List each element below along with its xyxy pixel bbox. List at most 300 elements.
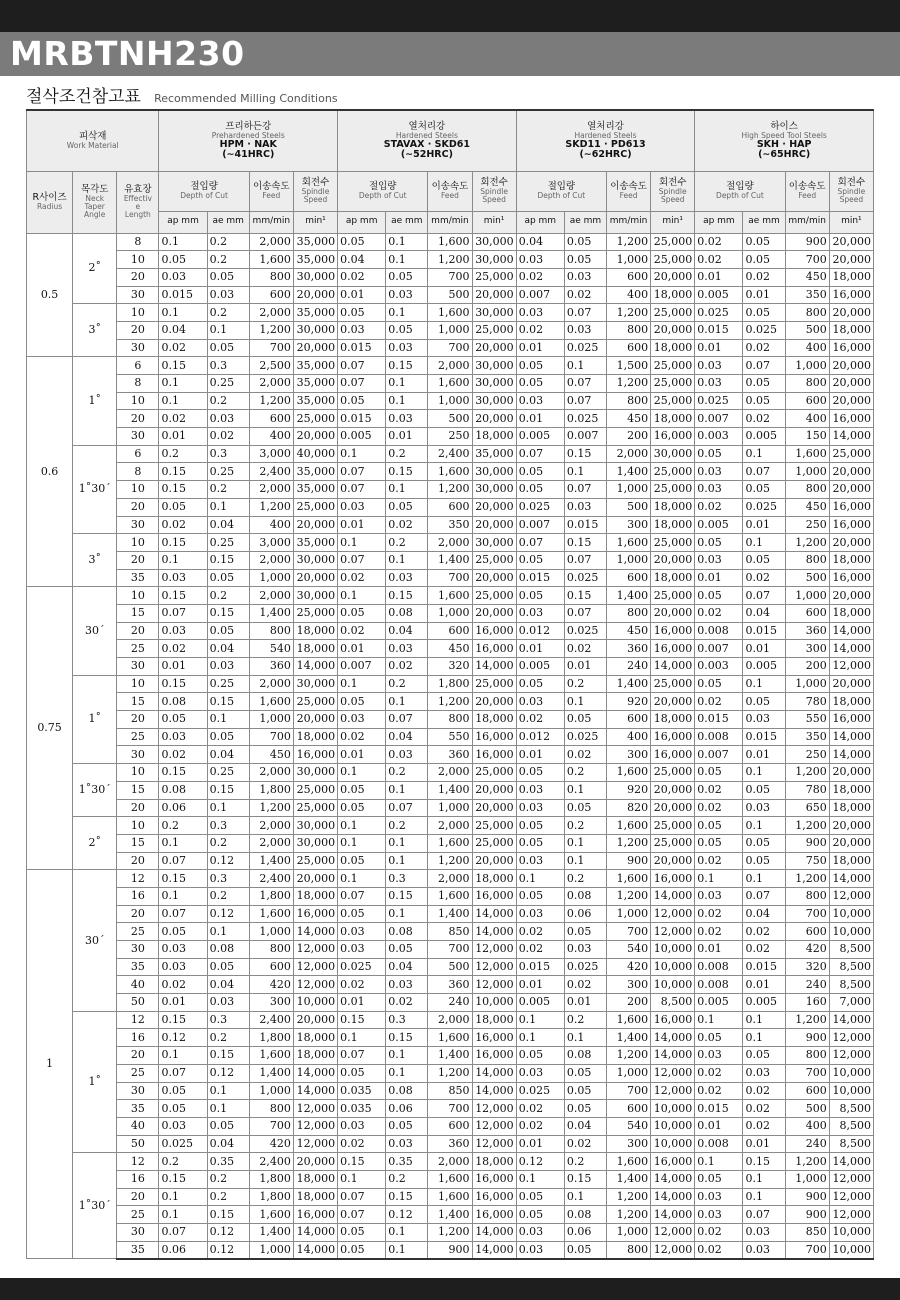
value-cell: 900	[428, 1241, 472, 1259]
value-cell: 0.03	[516, 1064, 564, 1082]
value-cell: 0.1	[159, 834, 207, 852]
value-cell: 0.01	[743, 976, 785, 994]
value-cell: 2,000	[249, 375, 293, 393]
value-cell: 0.2	[564, 1153, 606, 1171]
value-cell: 1,000	[428, 604, 472, 622]
value-cell: 0.07	[386, 711, 428, 729]
length-cell: 25	[117, 728, 159, 746]
value-cell: 0.2	[207, 392, 249, 410]
value-cell: 1,800	[249, 887, 293, 905]
value-cell: 700	[785, 1064, 829, 1082]
value-cell: 0.07	[564, 481, 606, 499]
table-row	[27, 498, 874, 516]
value-cell: 0.15	[159, 481, 207, 499]
value-cell: 0.03	[564, 321, 606, 339]
value-cell: 0.2	[207, 251, 249, 269]
value-cell: 2,000	[428, 870, 472, 888]
value-cell: 0.25	[207, 764, 249, 782]
value-cell: 0.25	[207, 463, 249, 481]
value-cell: 0.01	[516, 410, 564, 428]
neck-angle-cell: 1˚	[73, 1011, 117, 1153]
value-cell: 0.05	[743, 392, 785, 410]
value-cell: 0.25	[207, 375, 249, 393]
value-cell: 0.15	[564, 1170, 606, 1188]
value-cell: 0.01	[516, 640, 564, 658]
value-cell: 8,500	[829, 958, 873, 976]
value-cell: 0.1	[564, 1029, 606, 1047]
length-cell: 15	[117, 781, 159, 799]
value-cell: 30,000	[472, 233, 516, 251]
feed-header: 이송속도 Feed	[606, 171, 650, 211]
value-cell: 16,000	[651, 428, 695, 446]
value-cell: 1,000	[428, 392, 472, 410]
value-cell: 8,500	[829, 1135, 873, 1153]
value-cell: 0.03	[386, 286, 428, 304]
value-cell: 3,000	[249, 445, 293, 463]
value-cell: 450	[606, 410, 650, 428]
length-cell: 12	[117, 1011, 159, 1029]
value-cell: 0.1	[207, 498, 249, 516]
value-cell: 0.3	[207, 817, 249, 835]
table-row	[27, 976, 874, 994]
value-cell: 200	[785, 658, 829, 676]
value-cell: 0.08	[564, 1206, 606, 1224]
value-cell: 20,000	[651, 321, 695, 339]
value-cell: 25,000	[651, 233, 695, 251]
value-cell: 0.1	[159, 551, 207, 569]
value-cell: 1,200	[785, 817, 829, 835]
value-cell: 0.03	[743, 799, 785, 817]
length-cell: 25	[117, 1206, 159, 1224]
value-cell: 12,000	[472, 1117, 516, 1135]
table-row	[27, 1170, 874, 1188]
value-cell: 700	[606, 923, 650, 941]
value-cell: 0.025	[743, 498, 785, 516]
value-cell: 0.06	[564, 1224, 606, 1242]
value-cell: 0.3	[386, 1011, 428, 1029]
value-cell: 400	[785, 339, 829, 357]
value-cell: 0.08	[386, 923, 428, 941]
value-cell: 0.003	[695, 428, 743, 446]
value-cell: 240	[428, 994, 472, 1012]
value-cell: 25,000	[472, 675, 516, 693]
value-cell: 25,000	[651, 357, 695, 375]
value-cell: 0.03	[516, 1241, 564, 1259]
value-cell: 0.05	[159, 1100, 207, 1118]
value-cell: 0.2	[207, 1188, 249, 1206]
table-row	[27, 923, 874, 941]
value-cell: 35,000	[293, 233, 337, 251]
value-cell: 800	[428, 711, 472, 729]
value-cell: 0.1	[338, 587, 386, 605]
value-cell: 0.03	[516, 251, 564, 269]
unit-speed: min¹	[293, 211, 337, 233]
value-cell: 0.1	[516, 1011, 564, 1029]
value-cell: 18,000	[651, 516, 695, 534]
value-cell: 14,000	[472, 1241, 516, 1259]
value-cell: 25,000	[651, 764, 695, 782]
value-cell: 0.03	[695, 481, 743, 499]
value-cell: 25,000	[293, 410, 337, 428]
value-cell: 0.02	[695, 852, 743, 870]
value-cell: 20,000	[293, 339, 337, 357]
value-cell: 30,000	[472, 357, 516, 375]
unit-ap: ap mm	[159, 211, 207, 233]
material-header-1: 프리하든강 Prehardened Steels HPM · NAK (∼41HRC)	[159, 110, 338, 171]
length-cell: 35	[117, 569, 159, 587]
value-cell: 20,000	[829, 675, 873, 693]
value-cell: 1,200	[606, 375, 650, 393]
table-row	[27, 481, 874, 499]
value-cell: 240	[785, 1135, 829, 1153]
table-row	[27, 251, 874, 269]
value-cell: 16,000	[472, 887, 516, 905]
value-cell: 700	[785, 905, 829, 923]
value-cell: 0.01	[338, 286, 386, 304]
value-cell: 1,200	[428, 481, 472, 499]
unit-feed: mm/min	[606, 211, 650, 233]
value-cell: 30,000	[651, 445, 695, 463]
value-cell: 10,000	[829, 1241, 873, 1259]
length-cell: 30	[117, 941, 159, 959]
value-cell: 35,000	[293, 357, 337, 375]
neck-angle-cell: 2˚	[73, 233, 117, 304]
value-cell: 1,000	[785, 587, 829, 605]
value-cell: 14,000	[829, 622, 873, 640]
value-cell: 20,000	[829, 834, 873, 852]
table-row	[27, 870, 874, 888]
value-cell: 0.3	[207, 870, 249, 888]
value-cell: 0.03	[516, 781, 564, 799]
value-cell: 18,000	[829, 781, 873, 799]
value-cell: 0.03	[338, 923, 386, 941]
value-cell: 14,000	[293, 1064, 337, 1082]
value-cell: 0.1	[516, 870, 564, 888]
value-cell: 0.12	[207, 852, 249, 870]
feed-header: 이송속도 Feed	[249, 171, 293, 211]
value-cell: 0.025	[159, 1135, 207, 1153]
value-cell: 16,000	[829, 339, 873, 357]
value-cell: 25,000	[651, 534, 695, 552]
value-cell: 16,000	[472, 728, 516, 746]
value-cell: 10,000	[651, 958, 695, 976]
value-cell: 360	[428, 746, 472, 764]
value-cell: 0.07	[743, 587, 785, 605]
value-cell: 0.04	[564, 1117, 606, 1135]
value-cell: 16,000	[829, 498, 873, 516]
value-cell: 16,000	[829, 516, 873, 534]
value-cell: 0.12	[516, 1153, 564, 1171]
value-cell: 16,000	[651, 622, 695, 640]
value-cell: 12,000	[651, 923, 695, 941]
value-cell: 14,000	[472, 923, 516, 941]
value-cell: 0.03	[386, 339, 428, 357]
length-cell: 10	[117, 481, 159, 499]
value-cell: 0.1	[386, 233, 428, 251]
value-cell: 1,400	[249, 852, 293, 870]
value-cell: 0.04	[207, 746, 249, 764]
value-cell: 35,000	[472, 445, 516, 463]
value-cell: 14,000	[651, 1188, 695, 1206]
value-cell: 25,000	[472, 268, 516, 286]
value-cell: 1,800	[249, 1029, 293, 1047]
value-cell: 1,000	[249, 923, 293, 941]
value-cell: 1,600	[606, 870, 650, 888]
value-cell: 0.025	[564, 410, 606, 428]
length-cell: 25	[117, 1064, 159, 1082]
value-cell: 25,000	[651, 304, 695, 322]
value-cell: 2,000	[428, 1153, 472, 1171]
value-cell: 300	[606, 746, 650, 764]
value-cell: 0.1	[743, 764, 785, 782]
value-cell: 0.03	[159, 941, 207, 959]
value-cell: 0.01	[743, 516, 785, 534]
value-cell: 0.07	[159, 1064, 207, 1082]
value-cell: 1,200	[606, 233, 650, 251]
value-cell: 700	[428, 1100, 472, 1118]
length-cell: 20	[117, 711, 159, 729]
value-cell: 0.015	[159, 286, 207, 304]
value-cell: 8,500	[829, 1117, 873, 1135]
value-cell: 0.035	[338, 1082, 386, 1100]
value-cell: 14,000	[293, 1241, 337, 1259]
value-cell: 0.08	[207, 941, 249, 959]
value-cell: 2,400	[249, 1153, 293, 1171]
value-cell: 0.007	[695, 410, 743, 428]
value-cell: 1,000	[606, 551, 650, 569]
value-cell: 0.35	[386, 1153, 428, 1171]
value-cell: 0.05	[207, 339, 249, 357]
value-cell: 0.07	[159, 852, 207, 870]
value-cell: 14,000	[472, 905, 516, 923]
value-cell: 700	[249, 728, 293, 746]
table-row	[27, 604, 874, 622]
value-cell: 400	[606, 728, 650, 746]
value-cell: 1,600	[428, 887, 472, 905]
value-cell: 25,000	[651, 463, 695, 481]
value-cell: 16,000	[829, 711, 873, 729]
value-cell: 30,000	[293, 268, 337, 286]
feed-header: 이송속도 Feed	[785, 171, 829, 211]
value-cell: 16,000	[293, 1206, 337, 1224]
value-cell: 1,200	[606, 1047, 650, 1065]
value-cell: 35,000	[293, 375, 337, 393]
value-cell: 1,600	[428, 587, 472, 605]
value-cell: 450	[606, 622, 650, 640]
value-cell: 150	[785, 428, 829, 446]
value-cell: 0.015	[338, 339, 386, 357]
value-cell: 0.15	[564, 445, 606, 463]
value-cell: 500	[606, 498, 650, 516]
table-row	[27, 1135, 874, 1153]
length-cell: 16	[117, 1029, 159, 1047]
value-cell: 0.1	[564, 1188, 606, 1206]
value-cell: 1,200	[428, 1224, 472, 1242]
value-cell: 12,000	[829, 1170, 873, 1188]
value-cell: 1,600	[606, 1011, 650, 1029]
value-cell: 0.15	[159, 675, 207, 693]
value-cell: 0.2	[207, 233, 249, 251]
value-cell: 1,000	[249, 711, 293, 729]
value-cell: 0.03	[386, 569, 428, 587]
section-heading	[26, 82, 338, 106]
value-cell: 18,000	[829, 551, 873, 569]
value-cell: 1,400	[606, 1029, 650, 1047]
value-cell: 0.15	[386, 463, 428, 481]
value-cell: 900	[785, 1206, 829, 1224]
value-cell: 1,400	[428, 551, 472, 569]
value-cell: 0.025	[564, 728, 606, 746]
value-cell: 0.1	[743, 675, 785, 693]
value-cell: 20,000	[829, 251, 873, 269]
value-cell: 400	[606, 286, 650, 304]
value-cell: 0.05	[338, 392, 386, 410]
value-cell: 400	[249, 516, 293, 534]
value-cell: 12,000	[829, 1047, 873, 1065]
value-cell: 1,400	[249, 1224, 293, 1242]
value-cell: 0.005	[516, 658, 564, 676]
value-cell: 0.12	[207, 1064, 249, 1082]
value-cell: 0.07	[338, 551, 386, 569]
value-cell: 0.1	[386, 1241, 428, 1259]
value-cell: 0.03	[516, 852, 564, 870]
value-cell: 18,000	[651, 711, 695, 729]
value-cell: 30,000	[293, 834, 337, 852]
radius-cell: 0.6	[27, 357, 73, 587]
table-row	[27, 321, 874, 339]
value-cell: 25,000	[651, 587, 695, 605]
table-row	[27, 1224, 874, 1242]
value-cell: 0.02	[338, 1135, 386, 1153]
value-cell: 1,200	[606, 1188, 650, 1206]
value-cell: 16,000	[293, 905, 337, 923]
value-cell: 0.2	[564, 817, 606, 835]
value-cell: 35,000	[293, 392, 337, 410]
value-cell: 0.08	[159, 781, 207, 799]
value-cell: 7,000	[829, 994, 873, 1012]
value-cell: 1,400	[428, 1047, 472, 1065]
value-cell: 0.1	[743, 1011, 785, 1029]
value-cell: 1,600	[249, 1047, 293, 1065]
spindle-speed-header: 회전수 Spindle Speed	[472, 171, 516, 211]
value-cell: 12,000	[293, 1117, 337, 1135]
value-cell: 25,000	[651, 481, 695, 499]
value-cell: 0.1	[386, 481, 428, 499]
value-cell: 18,000	[651, 569, 695, 587]
value-cell: 0.03	[207, 286, 249, 304]
value-cell: 0.1	[338, 834, 386, 852]
value-cell: 12,000	[472, 1100, 516, 1118]
page-title: MRBTNH230	[10, 34, 245, 73]
value-cell: 0.02	[159, 976, 207, 994]
value-cell: 0.01	[564, 658, 606, 676]
value-cell: 0.07	[564, 304, 606, 322]
value-cell: 20,000	[472, 799, 516, 817]
value-cell: 0.1	[386, 392, 428, 410]
value-cell: 14,000	[651, 1047, 695, 1065]
value-cell: 600	[785, 923, 829, 941]
value-cell: 500	[785, 569, 829, 587]
value-cell: 12,000	[293, 976, 337, 994]
value-cell: 600	[249, 286, 293, 304]
value-cell: 30,000	[472, 534, 516, 552]
value-cell: 0.012	[516, 728, 564, 746]
value-cell: 8,500	[829, 941, 873, 959]
length-cell: 25	[117, 640, 159, 658]
value-cell: 0.25	[207, 675, 249, 693]
value-cell: 0.05	[516, 1206, 564, 1224]
value-cell: 0.03	[159, 622, 207, 640]
value-cell: 0.05	[564, 799, 606, 817]
value-cell: 1,600	[606, 817, 650, 835]
feed-header: 이송속도 Feed	[428, 171, 472, 211]
value-cell: 0.035	[338, 1100, 386, 1118]
value-cell: 0.05	[207, 622, 249, 640]
value-cell: 800	[249, 268, 293, 286]
value-cell: 10,000	[829, 905, 873, 923]
table-row	[27, 852, 874, 870]
length-cell: 50	[117, 994, 159, 1012]
length-cell: 10	[117, 304, 159, 322]
value-cell: 800	[249, 941, 293, 959]
value-cell: 400	[785, 1117, 829, 1135]
radius-cell: 0.75	[27, 587, 73, 870]
value-cell: 2,000	[428, 817, 472, 835]
value-cell: 25,000	[472, 587, 516, 605]
value-cell: 30,000	[293, 817, 337, 835]
value-cell: 920	[606, 693, 650, 711]
value-cell: 14,000	[472, 658, 516, 676]
value-cell: 0.01	[338, 746, 386, 764]
table-row	[27, 958, 874, 976]
value-cell: 30,000	[293, 587, 337, 605]
value-cell: 0.007	[338, 658, 386, 676]
value-cell: 920	[606, 781, 650, 799]
value-cell: 0.008	[695, 622, 743, 640]
length-cell: 10	[117, 392, 159, 410]
length-cell: 20	[117, 852, 159, 870]
table-row	[27, 1047, 874, 1065]
table-header	[27, 110, 874, 233]
value-cell: 20,000	[829, 817, 873, 835]
value-cell: 16,000	[472, 1206, 516, 1224]
value-cell: 0.2	[564, 1011, 606, 1029]
value-cell: 1,400	[606, 587, 650, 605]
value-cell: 12,000	[472, 941, 516, 959]
value-cell: 0.1	[386, 852, 428, 870]
value-cell: 450	[785, 498, 829, 516]
value-cell: 20,000	[293, 569, 337, 587]
value-cell: 0.1	[743, 817, 785, 835]
value-cell: 0.02	[743, 569, 785, 587]
value-cell: 0.05	[564, 1082, 606, 1100]
value-cell: 25,000	[472, 321, 516, 339]
value-cell: 0.05	[743, 304, 785, 322]
value-cell: 0.12	[159, 1029, 207, 1047]
value-cell: 0.07	[564, 551, 606, 569]
value-cell: 0.05	[338, 604, 386, 622]
value-cell: 0.12	[207, 1224, 249, 1242]
value-cell: 1,200	[785, 1011, 829, 1029]
value-cell: 0.2	[207, 587, 249, 605]
value-cell: 1,200	[428, 251, 472, 269]
value-cell: 700	[785, 251, 829, 269]
value-cell: 0.015	[695, 1100, 743, 1118]
value-cell: 800	[249, 622, 293, 640]
value-cell: 1,200	[249, 321, 293, 339]
value-cell: 0.1	[338, 764, 386, 782]
table-row	[27, 658, 874, 676]
